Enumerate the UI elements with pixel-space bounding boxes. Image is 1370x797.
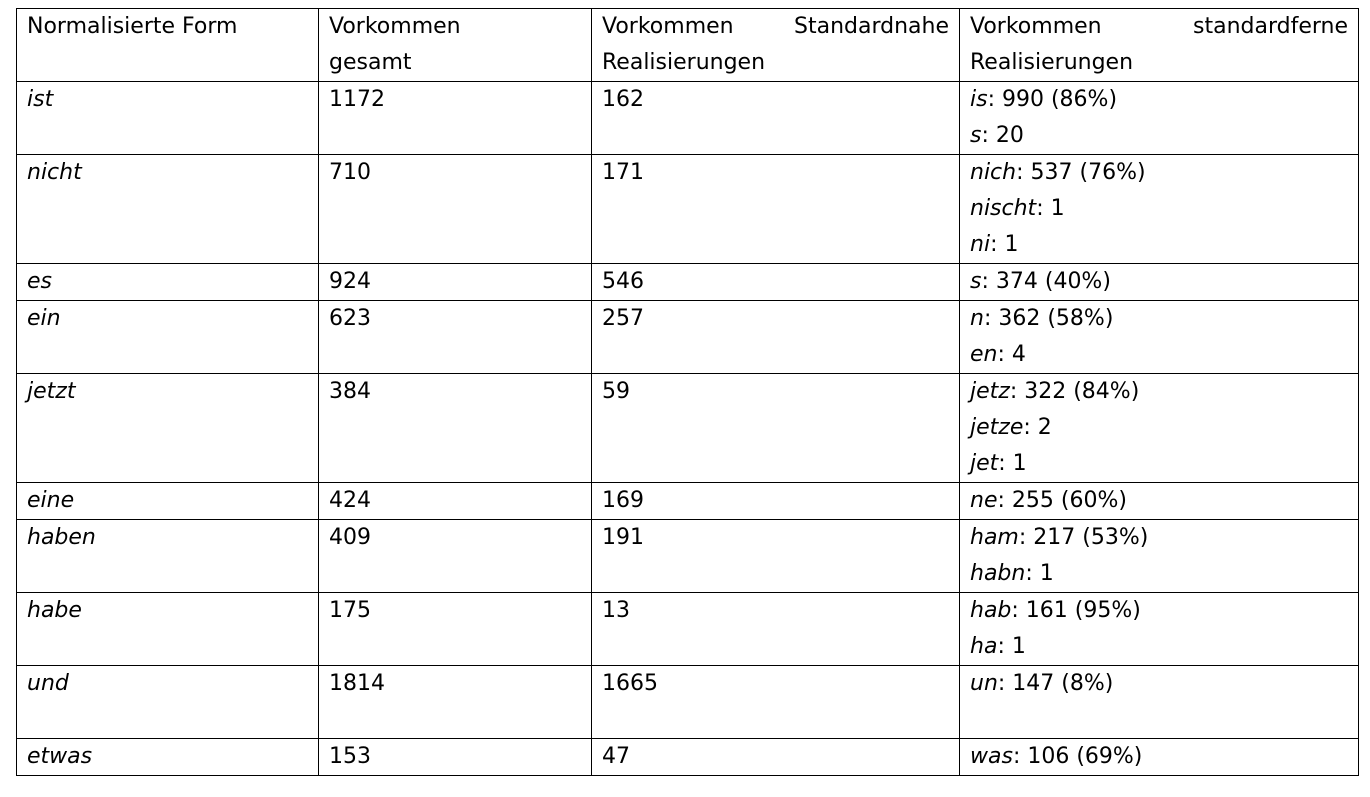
- variant-count: : 990 (86%): [987, 87, 1118, 112]
- cell-normalized-form: ist: [17, 82, 319, 155]
- variant-form: un: [970, 671, 998, 696]
- variant-form: ham: [970, 525, 1019, 550]
- cell-total: 175: [319, 593, 592, 666]
- cell-normalized-form: nicht: [17, 155, 319, 264]
- cell-standard: 546: [592, 264, 960, 301]
- cell-standard: 47: [592, 739, 960, 776]
- header-normalized-form-label: Normalisierte Form: [27, 14, 238, 39]
- cell-standard: 191: [592, 520, 960, 593]
- variant-entry: [970, 337, 1348, 373]
- cell-total: 1814: [319, 666, 592, 739]
- variant-entry: [970, 666, 1348, 702]
- frequency-table: [16, 8, 1359, 776]
- variant-count: : 161 (95%): [1011, 598, 1141, 623]
- variant-count: : 106 (69%): [1012, 744, 1143, 769]
- variant-count: : 255 (60%): [997, 488, 1127, 513]
- variant-form: en: [970, 342, 998, 367]
- variant-count: : 4: [997, 342, 1026, 367]
- cell-variants: [960, 301, 1359, 374]
- cell-standard: 257: [592, 301, 960, 374]
- variant-entry: [970, 264, 1348, 300]
- table-row: [17, 82, 1359, 155]
- cell-total: 424: [319, 483, 592, 520]
- variant-count: : 1: [990, 232, 1019, 257]
- table-row: [17, 520, 1359, 593]
- variant-count: : 20: [981, 123, 1024, 148]
- cell-total: 409: [319, 520, 592, 593]
- header-nonstandard-line1a: Vorkommen: [970, 14, 1102, 39]
- variant-form: is: [970, 87, 988, 112]
- variant-entry: [970, 446, 1348, 482]
- variant-entry: [970, 593, 1348, 629]
- variant-form: jetz: [970, 379, 1010, 404]
- header-standard-line2: Realisierungen: [602, 50, 766, 75]
- variant-form: ne: [970, 488, 998, 513]
- variant-count: : 217 (53%): [1018, 525, 1149, 550]
- cell-standard: 162: [592, 82, 960, 155]
- cell-total: 384: [319, 374, 592, 483]
- cell-normalized-form: ein: [17, 301, 319, 374]
- cell-normalized-form: haben: [17, 520, 319, 593]
- header-standard-occurrences: [592, 9, 960, 82]
- cell-variants: [960, 666, 1359, 739]
- table-row: [17, 483, 1359, 520]
- cell-normalized-form: habe: [17, 593, 319, 666]
- cell-variants: [960, 264, 1359, 301]
- cell-normalized-form: eine: [17, 483, 319, 520]
- variant-count: : 322 (84%): [1009, 379, 1140, 404]
- variant-form: s: [970, 123, 982, 148]
- variant-count: : 2: [1023, 415, 1052, 440]
- variant-form: habn: [970, 561, 1026, 586]
- header-total-line2: gesamt: [329, 50, 412, 75]
- header-nonstandard-line1b: standardferne: [1193, 14, 1348, 39]
- variant-count: : 1: [997, 634, 1026, 659]
- variant-form: s: [970, 269, 982, 294]
- cell-variants: [960, 155, 1359, 264]
- variant-form: ha: [970, 634, 998, 659]
- table-row: [17, 301, 1359, 374]
- table-row: [17, 593, 1359, 666]
- variant-form: jet: [970, 451, 999, 476]
- cell-variants: [960, 739, 1359, 776]
- cell-normalized-form: etwas: [17, 739, 319, 776]
- variant-entry: [970, 629, 1348, 665]
- variant-count: : 374 (40%): [981, 269, 1111, 294]
- header-normalized-form: [17, 9, 319, 82]
- cell-total: 623: [319, 301, 592, 374]
- header-nonstandard-line2: Realisierungen: [970, 50, 1134, 75]
- variant-form: nich: [970, 160, 1017, 185]
- table-row: [17, 374, 1359, 483]
- variant-form: nischt: [970, 196, 1037, 221]
- variant-entry: [970, 374, 1348, 410]
- table-row: [17, 264, 1359, 301]
- cell-standard: 171: [592, 155, 960, 264]
- variant-entry: [970, 118, 1348, 154]
- header-standard-line1b: Standardnahe: [794, 14, 949, 39]
- variant-count: : 362 (58%): [983, 306, 1114, 331]
- header-total-line1: Vorkommen: [329, 14, 461, 39]
- variant-count: : 537 (76%): [1016, 160, 1146, 185]
- cell-total: 1172: [319, 82, 592, 155]
- cell-normalized-form: jetzt: [17, 374, 319, 483]
- cell-total: 710: [319, 155, 592, 264]
- header-nonstandard-occurrences: [960, 9, 1359, 82]
- variant-count: : 1: [1025, 561, 1054, 586]
- variant-form: hab: [970, 598, 1012, 623]
- variant-entry: [970, 227, 1348, 263]
- variant-entry: [970, 483, 1348, 519]
- cell-variants: [960, 374, 1359, 483]
- frequency-table-container: [16, 8, 1358, 776]
- cell-standard: 59: [592, 374, 960, 483]
- table-row: [17, 739, 1359, 776]
- variant-count: : 1: [1036, 196, 1065, 221]
- cell-variants: [960, 593, 1359, 666]
- variant-count: : 147 (8%): [997, 671, 1114, 696]
- cell-variants: [960, 520, 1359, 593]
- table-row: [17, 155, 1359, 264]
- header-standard-line1a: Vorkommen: [602, 14, 734, 39]
- header-row: [17, 9, 1359, 82]
- cell-normalized-form: es: [17, 264, 319, 301]
- variant-entry: [970, 301, 1348, 337]
- variant-entry: [970, 520, 1348, 556]
- variant-form: was: [970, 744, 1013, 769]
- variant-entry: [970, 556, 1348, 592]
- cell-normalized-form: und: [17, 666, 319, 739]
- cell-variants: [960, 483, 1359, 520]
- cell-standard: 13: [592, 593, 960, 666]
- variant-form: n: [970, 306, 984, 331]
- variant-entry: [970, 82, 1348, 118]
- cell-total: 153: [319, 739, 592, 776]
- header-total-occurrences: [319, 9, 592, 82]
- variant-count: : 1: [998, 451, 1027, 476]
- variant-form: ni: [970, 232, 991, 257]
- table-row: [17, 666, 1359, 739]
- variant-entry: [970, 410, 1348, 446]
- cell-total: 924: [319, 264, 592, 301]
- cell-standard: 1665: [592, 666, 960, 739]
- variant-entry: [970, 739, 1348, 775]
- variant-entry: [970, 191, 1348, 227]
- cell-standard: 169: [592, 483, 960, 520]
- cell-variants: [960, 82, 1359, 155]
- variant-entry: [970, 155, 1348, 191]
- variant-form: jetze: [970, 415, 1024, 440]
